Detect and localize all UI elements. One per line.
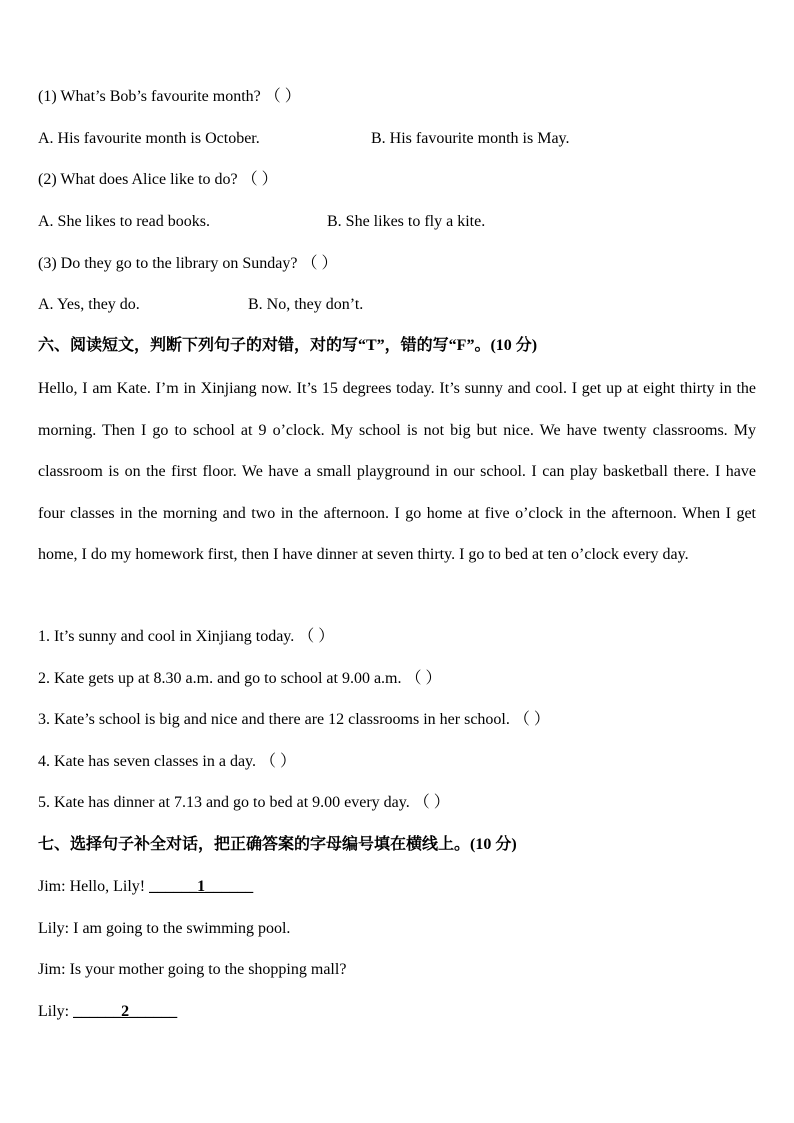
reading-passage: Hello, I am Kate. I’m in Xinjiang now. It’s 15 degrees today. It’s sunny and cool. I get up at eight thirty in the morning. Then I go to school at 9 o’clock. My school is not big but nice. We have twenty classrooms. My classroom is on the first floor. We have a small playground in our school. I can play basketball there. I have four classes in the morning and two in the afternoon. I go home at five o’clock in the afternoon. When I get home, I do my homework first, then I have dinner at seven thirty. I go to bed at ten o’clock every day. (38, 380, 756, 564)
q1-question: (1) What’s Bob’s favourite month? （ ） (38, 88, 301, 105)
q2-option-a: A. She likes to read books. (38, 213, 210, 230)
q2-option-b: B. She likes to fly a kite. (327, 213, 486, 230)
dialogue-text: Is your mother going to the shopping mall? (69, 961, 347, 978)
dialogue-line-3 (38, 960, 346, 980)
dialogue-line-4 (38, 1002, 177, 1022)
answer-blank-2[interactable]: ______2______ (73, 1003, 178, 1020)
q1-option-a: A. His favourite month is October. (38, 130, 260, 147)
q3-option-b: B. No, they don’t. (248, 296, 364, 313)
statement-3: 3. Kate’s school is big and nice and there are 12 classrooms in her school. （ ） (38, 711, 550, 728)
q3-option-a: A. Yes, they do. (38, 296, 140, 313)
q1-option-b: B. His favourite month is May. (371, 130, 570, 147)
q3-question: (3) Do they go to the library on Sunday? （ ） (38, 255, 338, 272)
dialogue-text: Hello, Lily! (69, 878, 146, 895)
statement-1: 1. It’s sunny and cool in Xinjiang today. （ ） (38, 628, 335, 645)
statement-4: 4. Kate has seven classes in a day. （ ） (38, 753, 297, 770)
speaker: Lily: (38, 1003, 70, 1020)
speaker: Jim: (38, 961, 66, 978)
dialogue-line-2 (38, 919, 290, 939)
speaker: Jim: (38, 878, 66, 895)
dialogue-text: I am going to the swimming pool. (73, 920, 291, 937)
speaker: Lily: (38, 920, 70, 937)
answer-blank-1[interactable]: ______1______ (149, 878, 254, 895)
statement-5: 5. Kate has dinner at 7.13 and go to bed at 9.00 every day. （ ） (38, 794, 450, 811)
section7-heading: 七、选择句子补全对话，把正确答案的字母编号填在横线上。(10 分) (38, 836, 517, 853)
statement-2: 2. Kate gets up at 8.30 a.m. and go to school at 9.00 a.m. （ ） (38, 670, 442, 687)
section6-heading: 六、阅读短文，判断下列句子的对错，对的写“T”，错的写“F”。(10 分) (38, 337, 538, 354)
dialogue-line-1 (38, 877, 253, 897)
q2-question: (2) What does Alice like to do? （ ） (38, 171, 278, 188)
